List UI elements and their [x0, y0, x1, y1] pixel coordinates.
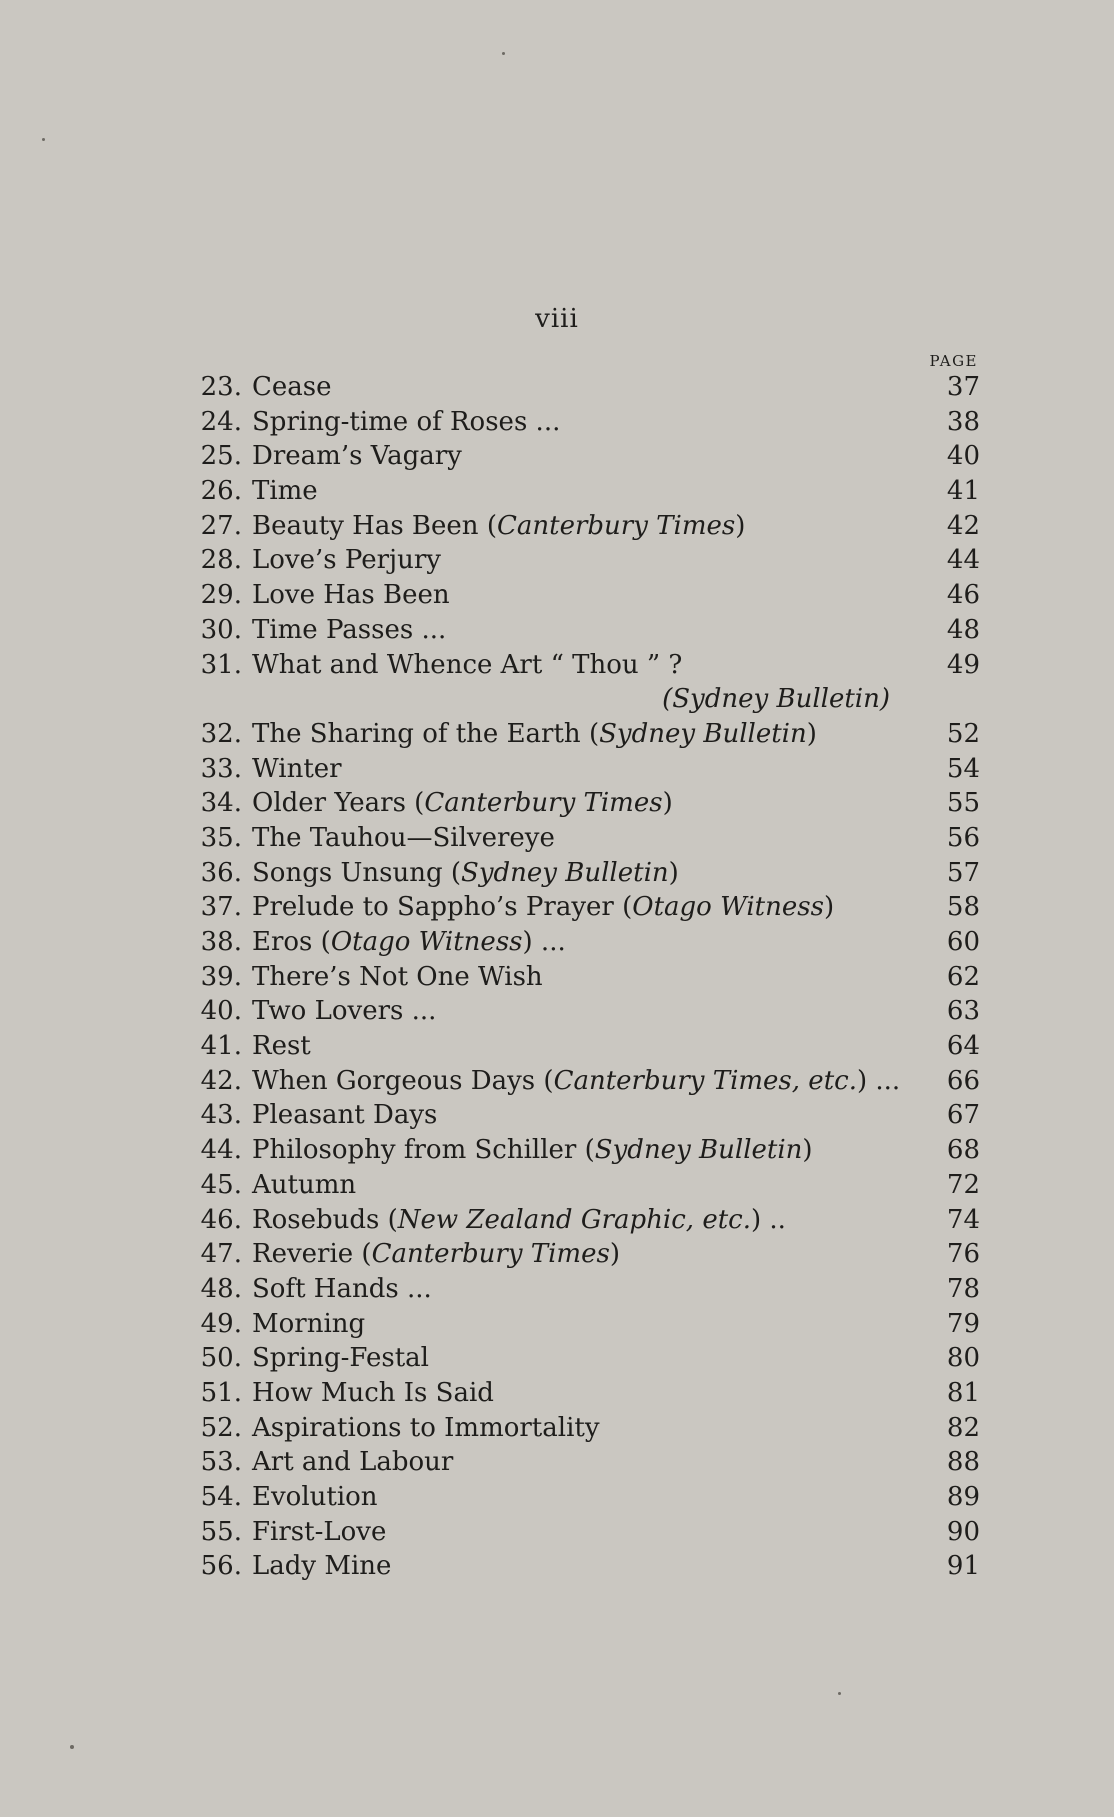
- entry-page-number: 60: [946, 927, 980, 957]
- entry-title: Beauty Has Been (Canterbury Times): [252, 510, 746, 541]
- entry-title: [252, 1411, 600, 1446]
- entry-title-text: Two Lovers ...: [252, 996, 437, 1027]
- entry-title: [252, 370, 332, 405]
- entry-title: Philosophy from Schiller (Sydney Bulletin): [252, 1135, 813, 1166]
- entry-title-text: Older Years: [252, 788, 406, 819]
- entry-suffix: ...: [867, 1065, 901, 1096]
- entry-title-text: Evolution: [252, 1482, 378, 1512]
- entry-title: [252, 578, 450, 613]
- entry-title-text: What and Whence Art “ Thou ” ?: [252, 649, 683, 680]
- entry-source: Sydney Bulletin: [599, 718, 807, 749]
- entry-page-number: 40: [946, 441, 980, 472]
- paper-speck: [42, 138, 45, 141]
- entry-page-number: 90: [946, 1516, 980, 1547]
- entry-page-number: 72: [946, 1169, 980, 1200]
- entry-number: 41.: [200, 1031, 242, 1062]
- toc-entry: [190, 856, 980, 891]
- entry-title: The Sharing of the Earth (Sydney Bulletin): [252, 718, 817, 749]
- entry-title: [252, 405, 560, 440]
- entry-number: 51.: [200, 1377, 242, 1408]
- paper-speck: [502, 52, 505, 55]
- entry-number: 27.: [200, 510, 242, 541]
- entry-title-text: Songs Unsung: [252, 857, 443, 888]
- toc-entry: [190, 821, 980, 856]
- paper-speck: [70, 1745, 74, 1749]
- entry-number: 39.: [200, 961, 242, 992]
- entry-source: Sydney Bulletin: [461, 857, 669, 888]
- entry-number: 33.: [200, 753, 242, 784]
- entry-title-text: Morning: [252, 1308, 366, 1339]
- toc-entry: [190, 543, 980, 578]
- toc-entry: [190, 1480, 980, 1515]
- toc-entry: [190, 1133, 980, 1168]
- toc-entry: [190, 994, 980, 1029]
- entry-title: [252, 474, 318, 509]
- entry-number: 40.: [200, 996, 242, 1027]
- entry-title-text: Spring-time of Roses ...: [252, 406, 561, 437]
- entry-number: 52.: [200, 1412, 242, 1443]
- entry-title-text: Rosebuds: [252, 1204, 380, 1235]
- entry-page-number: 41: [946, 476, 980, 507]
- entry-number: 55.: [200, 1516, 242, 1547]
- entry-title: [252, 752, 342, 787]
- toc-entry: [190, 717, 980, 752]
- entry-title: [252, 1549, 391, 1584]
- paper-speck: [838, 1692, 841, 1695]
- entry-title-text: Soft Hands ...: [252, 1273, 432, 1304]
- toc-entry: [190, 1098, 980, 1133]
- entry-page-number: 79: [946, 1308, 980, 1339]
- entry-suffix: ...: [532, 927, 566, 957]
- entry-number: 46.: [200, 1204, 242, 1235]
- entry-title-text: Love Has Been: [252, 580, 450, 611]
- entry-title-text: There’s Not One Wish: [252, 961, 543, 992]
- entry-number: 26.: [200, 476, 242, 507]
- toc-entry: [190, 960, 980, 995]
- entry-number: 30.: [200, 614, 242, 645]
- entry-page-number: 54: [946, 753, 980, 784]
- toc-entry: [190, 578, 980, 613]
- entry-page-number: 89: [946, 1482, 980, 1512]
- entry-title-text: Pleasant Days: [252, 1100, 438, 1131]
- entry-source: Otago Witness: [330, 927, 523, 957]
- entry-number: 34.: [200, 788, 242, 819]
- entry-title-text: Dream’s Vagary: [252, 441, 462, 472]
- entry-title-text: Winter: [252, 753, 342, 784]
- entry-number: 24.: [200, 406, 242, 437]
- entry-title: [252, 1168, 356, 1203]
- toc-entry: [190, 752, 980, 787]
- entry-title-text: Art and Labour: [252, 1447, 454, 1478]
- entry-page-number: 80: [946, 1343, 980, 1374]
- entry-page-number: 66: [946, 1065, 980, 1096]
- entry-page-number: 52: [946, 718, 980, 749]
- entry-page-number: 46: [946, 580, 980, 611]
- toc-entry: [190, 474, 980, 509]
- toc-entry: [190, 786, 980, 821]
- entry-title: When Gorgeous Days (Canterbury Times, etc.) ...: [252, 1065, 901, 1096]
- entry-title: [252, 543, 441, 578]
- entry-title-text: Time Passes ...: [252, 614, 447, 645]
- entry-number: 28.: [200, 545, 242, 576]
- toc-entry: [190, 1445, 980, 1480]
- toc-entry: [190, 1341, 980, 1376]
- toc-entry: [190, 613, 980, 648]
- entry-title-text: Spring-Festal: [252, 1343, 429, 1374]
- entry-title: Songs Unsung (Sydney Bulletin): [252, 857, 679, 888]
- entry-title: [252, 1307, 365, 1342]
- entry-page-number: 81: [946, 1377, 980, 1408]
- toc-entry: [190, 1029, 980, 1064]
- entry-source: New Zealand Graphic, etc.: [397, 1204, 751, 1235]
- entry-title-text: The Tauhou—Silvereye: [252, 822, 555, 853]
- page-folio: viii: [535, 304, 579, 334]
- toc-entry: [190, 405, 980, 440]
- entry-title: [252, 1515, 386, 1550]
- entry-page-number: 74: [946, 1204, 980, 1235]
- entry-number: 35.: [200, 822, 242, 853]
- entry-page-number: 64: [946, 1031, 980, 1062]
- entry-page-number: 56: [946, 822, 980, 853]
- entry-page-number: 62: [946, 961, 980, 992]
- toc-entry: [190, 925, 980, 960]
- entry-title-text: Reverie: [252, 1239, 354, 1270]
- entry-page-number: 57: [946, 857, 980, 888]
- toc-entry: [190, 1272, 980, 1307]
- toc-entry: [190, 439, 980, 474]
- entry-title-text: Aspirations to Immortality: [252, 1412, 600, 1443]
- entry-page-number: 68: [946, 1135, 980, 1166]
- table-of-contents: [190, 370, 980, 1584]
- entry-page-number: 58: [946, 892, 980, 923]
- entry-page-number: 37: [946, 372, 980, 402]
- entry-title: Prelude to Sappho’s Prayer (Otago Witness): [252, 892, 835, 923]
- entry-number: 48.: [200, 1273, 242, 1304]
- entry-page-number: 78: [946, 1273, 980, 1304]
- toc-entry: [190, 1411, 980, 1446]
- entry-page-number: 88: [946, 1447, 980, 1478]
- toc-entry: [190, 1376, 980, 1411]
- entry-page-number: 42: [946, 510, 980, 541]
- toc-entry: [190, 1237, 980, 1272]
- entry-title-text: How Much Is Said: [252, 1377, 494, 1408]
- entry-title-text: Cease: [252, 372, 332, 402]
- entry-title: [252, 1272, 432, 1307]
- toc-entry: [190, 1515, 980, 1550]
- entry-number: 47.: [200, 1239, 242, 1270]
- entry-title-text: Time: [252, 476, 318, 507]
- entry-title: [252, 994, 436, 1029]
- entry-title-text: Eros: [252, 927, 313, 957]
- entry-title-text: Love’s Perjury: [252, 545, 441, 576]
- entry-number: 37.: [200, 892, 242, 923]
- toc-entry: [190, 1064, 980, 1099]
- entry-title: Rosebuds (New Zealand Graphic, etc.) ..: [252, 1204, 786, 1235]
- entry-page-number: 91: [946, 1551, 980, 1582]
- entry-number: 25.: [200, 441, 242, 472]
- entry-source-continuation: (Sydney Bulletin): [662, 684, 890, 715]
- entry-source: Canterbury Times: [424, 788, 663, 819]
- entry-number: 56.: [200, 1551, 242, 1582]
- entry-title-text: The Sharing of the Earth: [252, 718, 581, 749]
- entry-suffix: ..: [761, 1204, 786, 1235]
- toc-entry: [190, 648, 980, 683]
- entry-source: Otago Witness: [632, 892, 824, 923]
- entry-title-text: Beauty Has Been: [252, 510, 479, 541]
- toc-entry: [190, 509, 980, 544]
- entry-number: 36.: [200, 857, 242, 888]
- entry-title-text: Philosophy from Schiller: [252, 1135, 577, 1166]
- toc-entry: [190, 370, 980, 405]
- entry-title-text: First-Love: [252, 1516, 387, 1547]
- entry-title: [252, 1029, 311, 1064]
- entry-number: 50.: [200, 1343, 242, 1374]
- entry-title: Older Years (Canterbury Times): [252, 788, 673, 819]
- entry-page-number: 63: [946, 996, 980, 1027]
- entry-number: 38.: [200, 927, 242, 957]
- entry-number: 31.: [200, 649, 242, 680]
- entry-title: [252, 821, 555, 856]
- entry-title: [252, 648, 682, 683]
- entry-page-number: 49: [946, 649, 980, 680]
- entry-source: Canterbury Times: [496, 510, 736, 541]
- entry-title: Reverie (Canterbury Times): [252, 1239, 620, 1270]
- entry-number: 49.: [200, 1308, 242, 1339]
- entry-title-text: When Gorgeous Days: [252, 1065, 536, 1096]
- entry-number: 29.: [200, 580, 242, 611]
- entry-source: Sydney Bulletin: [594, 1135, 803, 1166]
- toc-entry-continuation: [190, 682, 980, 717]
- toc-entry: [190, 1549, 980, 1584]
- entry-title: Eros (Otago Witness) ...: [252, 927, 566, 957]
- entry-page-number: 55: [946, 788, 980, 819]
- entry-number: 44.: [200, 1135, 242, 1166]
- entry-title: [252, 439, 462, 474]
- entry-page-number: 67: [946, 1100, 980, 1131]
- entry-title-text: Rest: [252, 1031, 311, 1062]
- entry-page-number: 82: [946, 1412, 980, 1443]
- entry-source: Canterbury Times, etc.: [553, 1065, 857, 1096]
- entry-title: [252, 960, 543, 995]
- entry-title-text: Autumn: [252, 1169, 357, 1200]
- entry-title: [252, 1480, 378, 1515]
- entry-title: [252, 1098, 437, 1133]
- entry-number: 23.: [200, 372, 242, 402]
- entry-source: Canterbury Times: [371, 1239, 610, 1270]
- entry-title: [252, 613, 446, 648]
- entry-number: 54.: [200, 1482, 242, 1512]
- entry-page-number: 48: [946, 614, 980, 645]
- entry-page-number: 76: [946, 1239, 980, 1270]
- entry-title: [252, 1341, 429, 1376]
- toc-entry: [190, 890, 980, 925]
- page-column-heading: PAGE: [929, 352, 978, 370]
- entry-number: 45.: [200, 1169, 242, 1200]
- entry-title: [252, 1445, 453, 1480]
- toc-entry: [190, 1168, 980, 1203]
- entry-title: [252, 1376, 494, 1411]
- entry-title-text: Lady Mine: [252, 1551, 392, 1582]
- entry-number: 42.: [200, 1065, 242, 1096]
- entry-number: 32.: [200, 718, 242, 749]
- entry-title-text: Prelude to Sappho’s Prayer: [252, 892, 614, 923]
- entry-page-number: 38: [946, 406, 980, 437]
- toc-entry: [190, 1307, 980, 1342]
- entry-number: 43.: [200, 1100, 242, 1131]
- toc-entry: [190, 1203, 980, 1238]
- entry-page-number: 44: [946, 545, 980, 576]
- entry-number: 53.: [200, 1447, 242, 1478]
